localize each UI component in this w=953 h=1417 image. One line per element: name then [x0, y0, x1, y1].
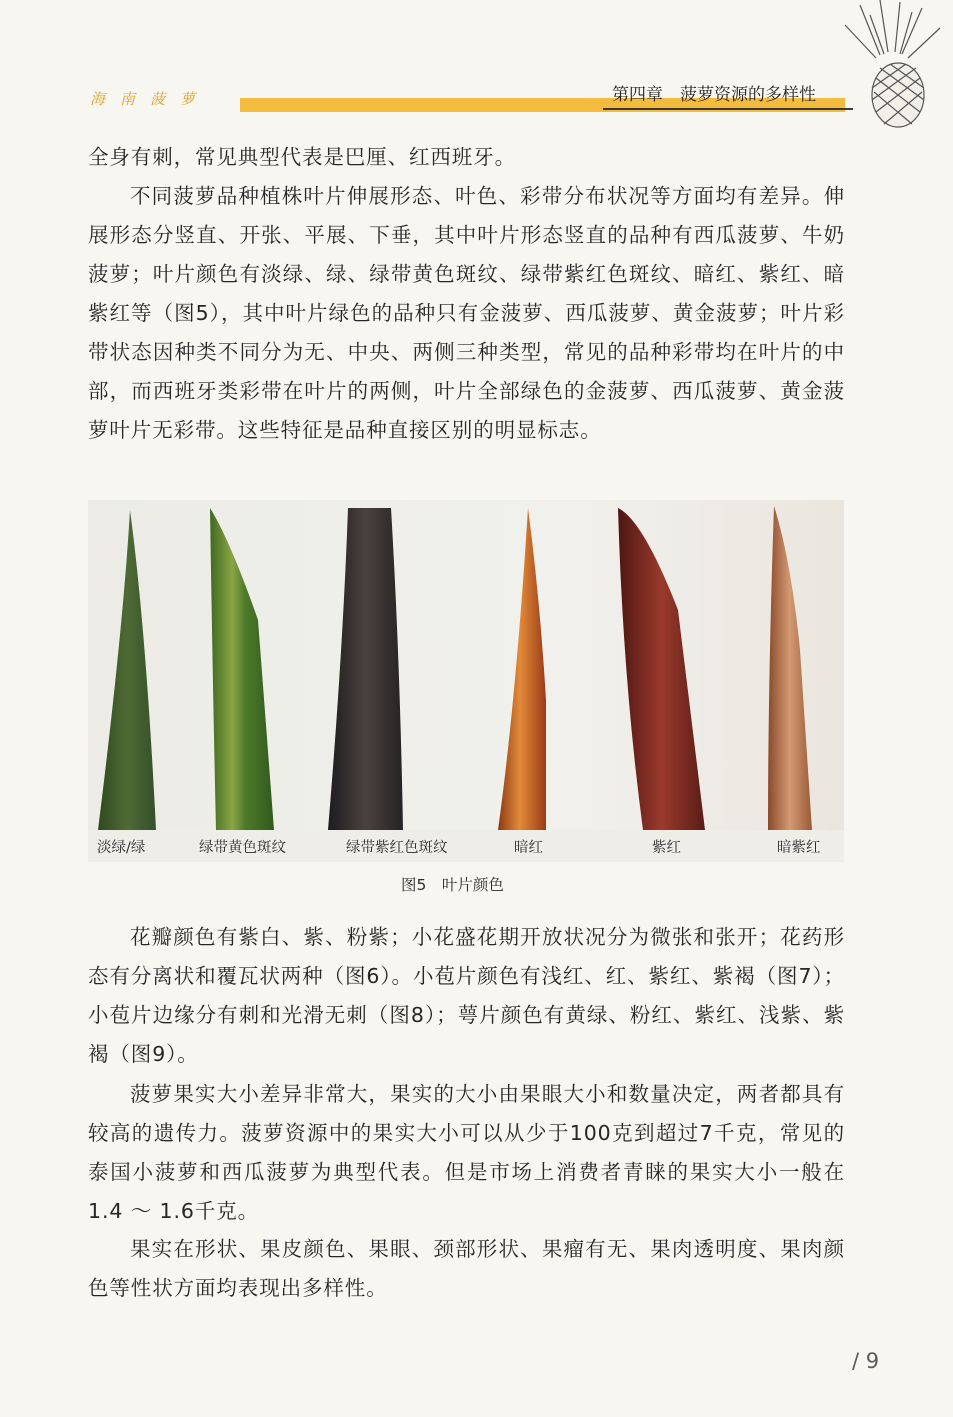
leaf-label-3: 绿带紫红色斑纹	[346, 840, 448, 856]
paragraph-2: 不同菠萝品种植株叶片伸展形态、叶色、彩带分布状况等方面均有差异。伸展形态分竖直、开张、平展、下垂，其中叶片形态竖直的品种有西瓜菠萝、牛奶菠萝；叶片颜色有淡绿、绿、绿带黄色斑纹、绿带紫红色斑纹、暗红、紫红、暗紫红等（图5），其中叶片绿色的品种只有金菠萝、西瓜菠萝、黄金菠萝；叶片彩带状态因种类不同分为无、中央、两侧三种类型，常见的品种彩带均在叶片的中部，而西班牙类彩带在叶片的两侧，叶片全部绿色的金菠萝、西瓜菠萝、黄金菠萝叶片无彩带。这些特征是品种直接区别的明显标志。	[88, 184, 845, 442]
chapter-title: 第四章 菠萝资源的多样性	[612, 85, 816, 105]
paragraph-3: 花瓣颜色有紫白、紫、粉紫；小花盛花期开放状况分为微张和张开；花药形态有分离状和覆瓦状两种（图6）。小苞片颜色有浅红、红、紫红、紫褐（图7）；小苞片边缘分有刺和光滑无刺（图8）；萼片颜色有黄绿、粉红、紫红、浅紫、紫褐（图9）。	[88, 925, 845, 1066]
leaf-label-4: 暗红	[514, 840, 543, 856]
leaf-6	[768, 506, 812, 830]
leaf-label-2: 绿带黄色斑纹	[199, 840, 286, 856]
leaf-label-5: 紫红	[652, 840, 681, 856]
paragraph-4: 菠萝果实大小差异非常大，果实的大小由果眼大小和数量决定，两者都具有较高的遗传力。菠萝资源中的果实大小可以从少于100克到超过7千克，常见的泰国小菠萝和西瓜菠萝为典型代表。但是市场上消费者青睐的果实大小一般在1.4 ～ 1.6千克。	[88, 1082, 845, 1223]
leaf-label-1: 淡绿/绿	[97, 840, 146, 856]
pineapple-illustration-icon	[840, 0, 953, 130]
page-number: / 9	[852, 1349, 880, 1373]
header-rule	[603, 108, 853, 110]
leaf-3	[328, 508, 403, 830]
book-title: 海南菠萝	[90, 90, 211, 108]
figure-caption: 图5 叶片颜色	[401, 876, 504, 894]
leaf-1	[98, 510, 156, 830]
leaf-2	[210, 508, 274, 830]
leaf-5	[618, 508, 705, 830]
paragraph-1: 全身有刺，常见典型代表是巴厘、红西班牙。	[88, 145, 516, 169]
leaf-color-figure	[88, 500, 844, 862]
leaf-label-6: 暗紫红	[777, 840, 821, 856]
leaf-4	[498, 508, 546, 830]
leaf-photos	[88, 500, 844, 862]
paragraph-5: 果实在形状、果皮颜色、果眼、颈部形状、果瘤有无、果肉透明度、果肉颜色等性状方面均表现出多样性。	[88, 1237, 845, 1300]
